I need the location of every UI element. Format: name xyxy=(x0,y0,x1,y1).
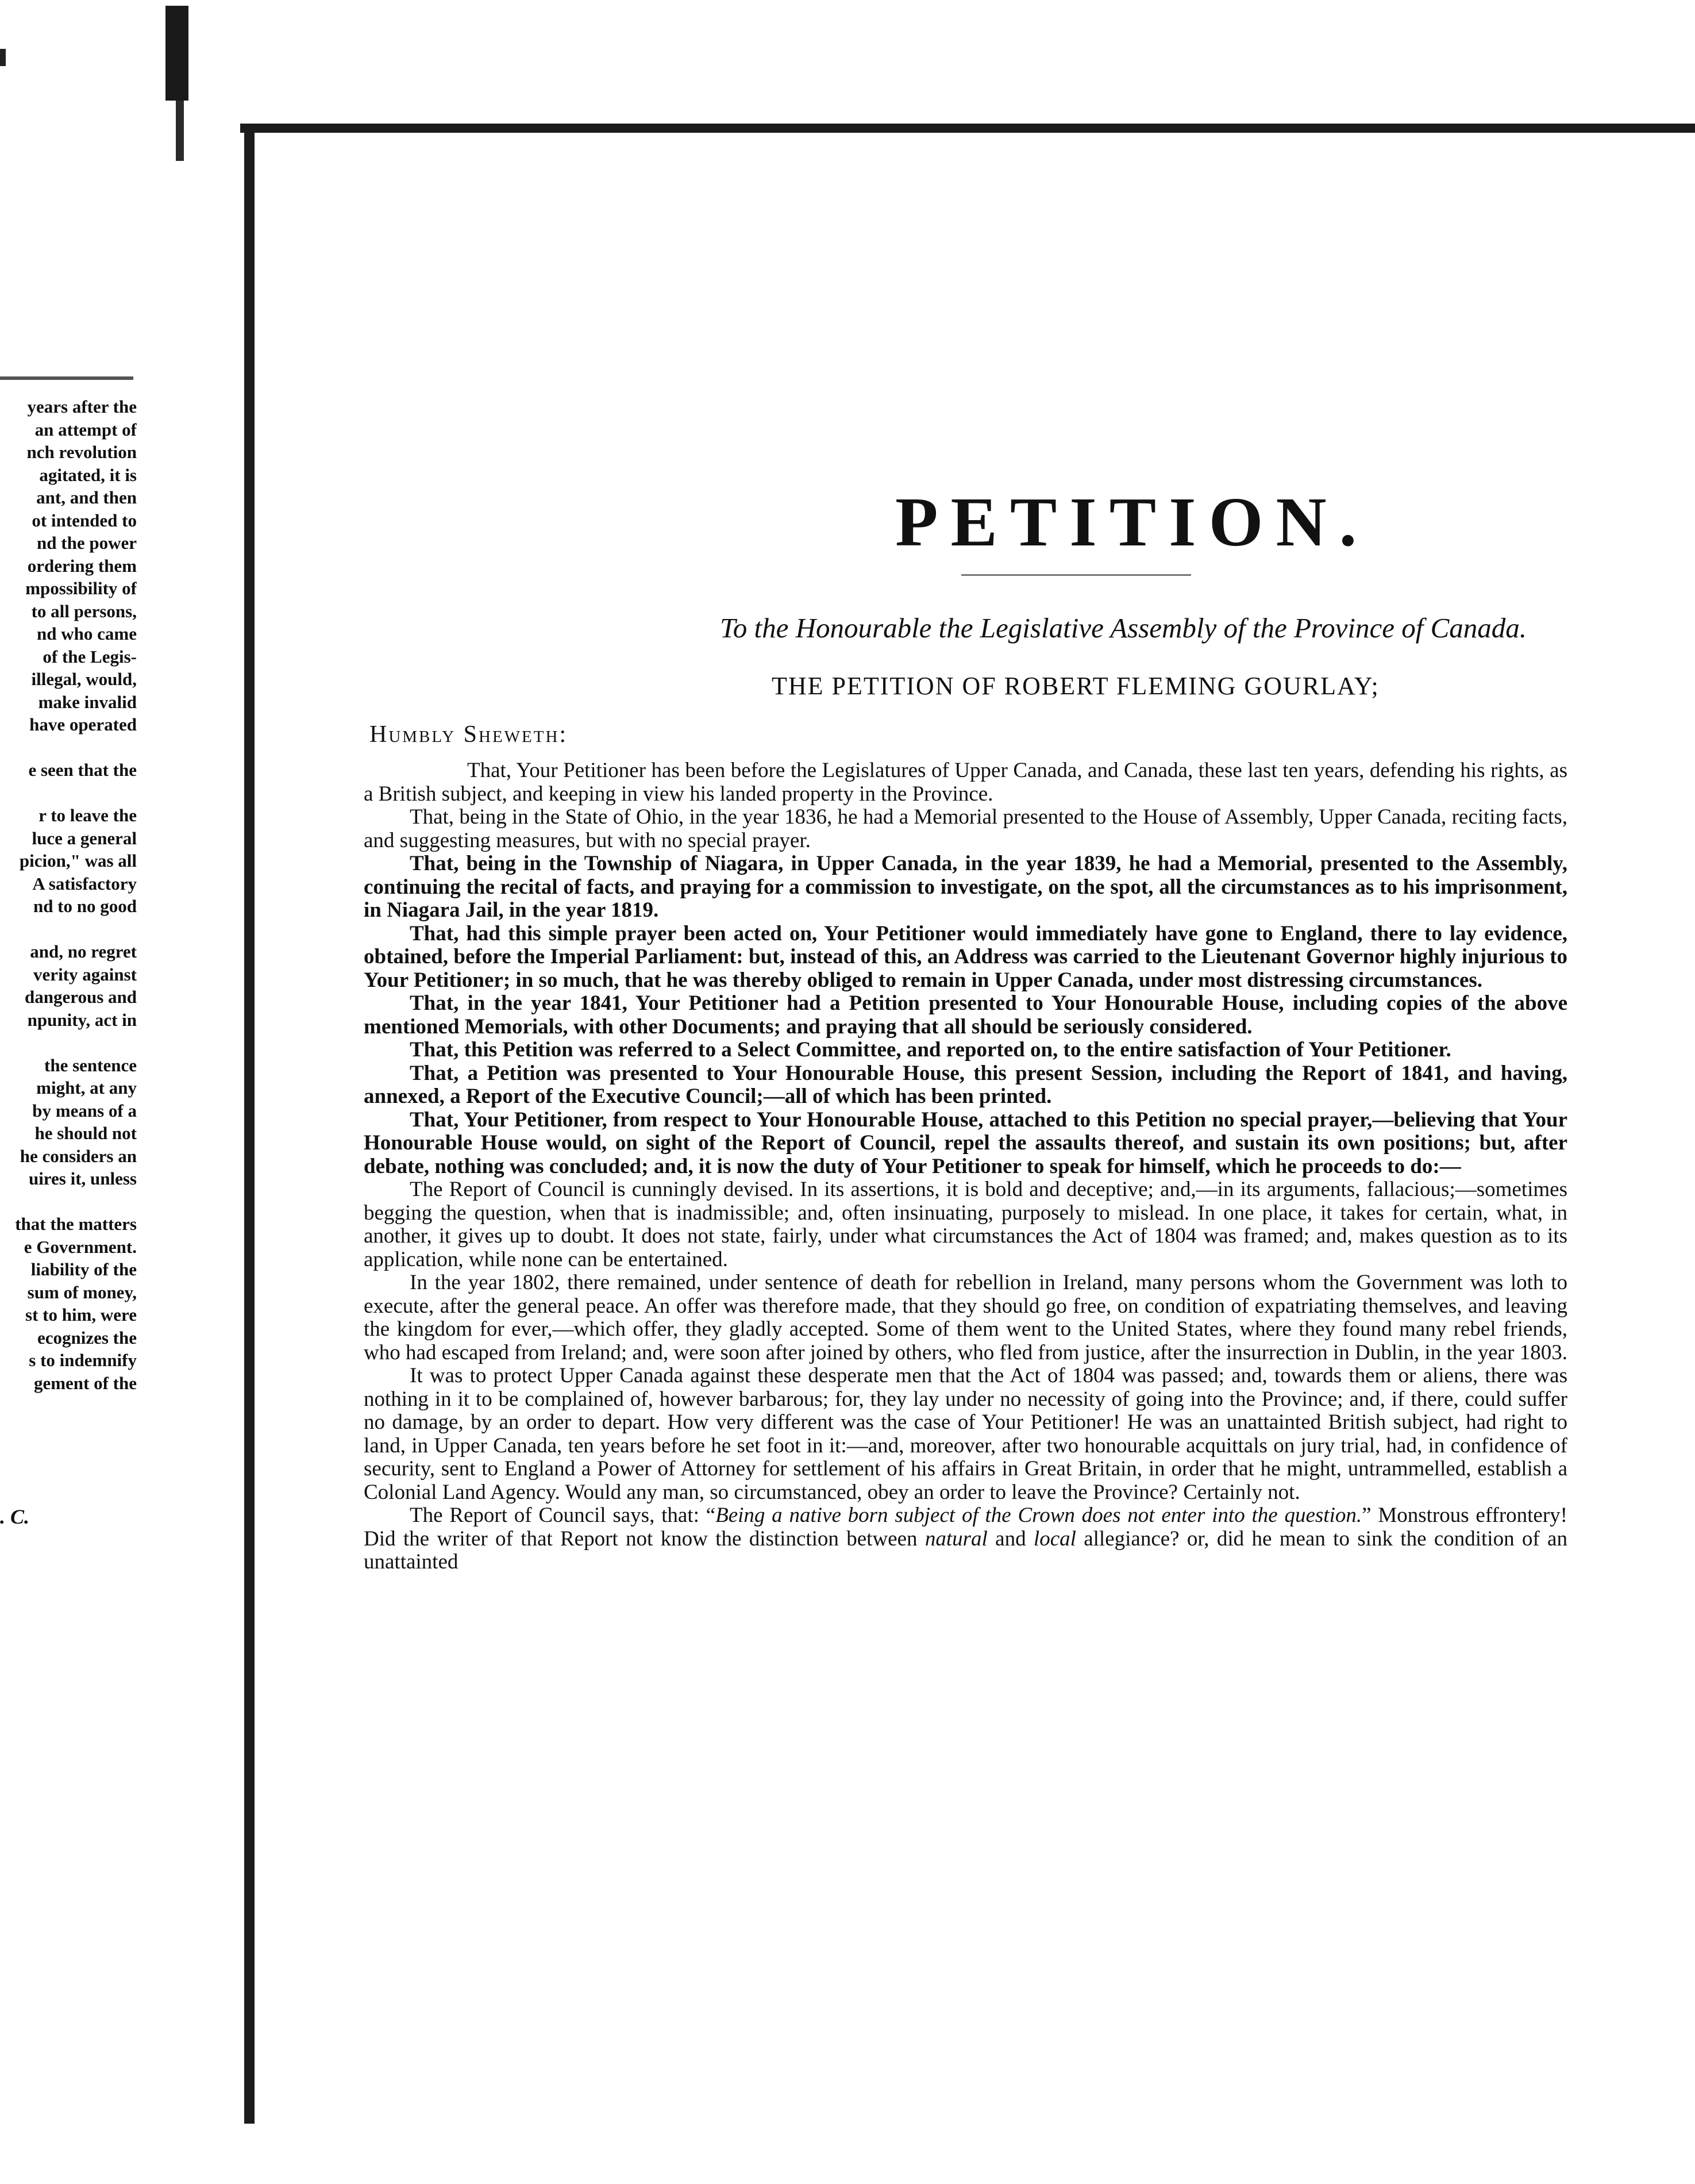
facing-page-line xyxy=(0,1190,137,1213)
facing-page-line: he considers an xyxy=(20,1145,137,1166)
paragraph: That, being in the State of Ohio, in the year 1836, he had a Memorial presented to the House of Assembly, Upper Canada, reciting facts, and suggesting measures, but with no special prayer. xyxy=(364,805,1567,852)
facing-page-line: liability of the xyxy=(30,1259,137,1279)
petition-heading: THE PETITION OF ROBERT FLEMING GOURLAY; xyxy=(772,672,1380,700)
paragraph-last xyxy=(364,1504,1567,1574)
facing-page-line: of the Legis- xyxy=(43,646,137,667)
opening-salutation: Humbly Sheweth: xyxy=(369,721,568,748)
facing-page-line: to all persons, xyxy=(31,601,137,621)
facing-page-line xyxy=(0,918,137,941)
facing-page-line: sum of money, xyxy=(27,1282,137,1302)
facing-page-line: picion," was all xyxy=(19,851,137,871)
facing-page-line xyxy=(0,736,137,759)
facing-page-line: that the matters xyxy=(15,1214,137,1234)
facing-page-line: nd to no good xyxy=(33,896,137,916)
paragraph: That, had this simple prayer been acted on, Your Petitioner would immediately have gone to England, there to lay evidence, obtained, before the Imperial Parliament: but, instead of this, an Address was carried to the Lieutenant Governor highly injurious to Your Petitioner; in so much, that he was thereby obliged to remain in Upper Canada, under most distressing circumstances. xyxy=(364,921,1567,992)
facing-page-line: e seen that the xyxy=(28,760,137,780)
text-run: and xyxy=(987,1527,1034,1551)
paragraph: That, Your Petitioner, from respect to Your Honourable House, attached to this Petition no special prayer,—believing that Your Honourable House would, on sight of the Report of Council, repel the assaults thereof, and sustain its own positions; but, after debate, nothing was concluded; and, it is now the duty of Your Petitioner to speak for himself, which he proceeds to do:— xyxy=(364,1108,1567,1178)
emphasis: local xyxy=(1033,1527,1076,1551)
page-border-top xyxy=(240,124,1695,133)
page-title: PETITION. xyxy=(895,483,1370,561)
paragraph: That, Your Petitioner has been before the Legislatures of Upper Canada, and Canada, these last ten years, defending his rights, as a British subject, and keeping in view his landed property in the Province. xyxy=(364,759,1567,806)
facing-page-line: have operated xyxy=(29,714,137,735)
facing-page-line: nch revolution xyxy=(26,442,137,462)
facing-page-line: ordering them xyxy=(27,555,137,576)
title-divider xyxy=(961,574,1191,576)
paragraph: That, this Petition was referred to a Select Committee, and reported on, to the entire satisfaction of Your Petitioner. xyxy=(410,1038,1451,1062)
facing-page-line: agitated, it is xyxy=(39,464,137,485)
paragraph: The Report of Council is cunningly devised. In its assertions, it is bold and deceptive; and,—in its arguments, fallacious;—sometimes begging the question, when that is inadmissible; and, often insinuating, purposely to mislead. In one place, it takes for certain, what, in another, it gives up to doubt. It does not state, fairly, under what circumstances the Act of 1804 was framed; and, makes question as to its application, while none can be entertained. xyxy=(364,1178,1567,1271)
text-run: allegiance? or, did he mean to sink the condition of an unattainted xyxy=(364,1527,1567,1574)
facing-page-edge xyxy=(0,0,230,2184)
ink-blot xyxy=(0,49,6,66)
paragraph: It was to protect Upper Canada against these desperate men that the Act of 1804 was passed; and, towards them or aliens, there was nothing in it to be complained of, however barbarous; for, they lay under no necessity of going into the Province; and, if there, could suffer no damage, by an order to depart. How very different was the case of Your Petitioner! He was an unattainted British subject, had right to land, in Upper Canada, ten years before he set foot in it:—and, moreover, after two honourable acquittals on jury trial, had, in confidence of security, sent to England a Power of Attorney for settlement of his affairs in Great Britain, in order that he might, untrammelled, establish a Colonial Land Agency. Would any man, so circumstanced, obey an order to leave the Province? Certainly not. xyxy=(364,1364,1567,1504)
facing-page-line: npunity, act in xyxy=(27,1009,137,1030)
facing-page-line: nd who came xyxy=(37,624,137,644)
paragraph: In the year 1802, there remained, under sentence of death for rebellion in Ireland, many persons whom the Government was loth to execute, after the general peace. An offer was therefore made, that they should go free, on condition of expatriating themselves, and leaving the kingdom for ever,—which offer, they gladly accepted. Some of them went to the United States, where they found many rebel friends, who had escaped from Ireland; and, were soon after joined by others, who fled from justice, after the insurrection in Dublin, in the year 1803. xyxy=(364,1271,1567,1364)
facing-page-line: mpossibility of xyxy=(25,578,137,598)
facing-page-line: years after the xyxy=(27,397,137,417)
facing-page-line: A satisfactory xyxy=(32,873,137,894)
facing-page-line: uires it, unless xyxy=(28,1168,137,1189)
paragraph: That, being in the Township of Niagara, in Upper Canada, in the year 1839, he had a Memorial, presented to the Assembly, continuing the recital of facts, and praying for a commission to investigate, on the spot, all the circumstances as to his imprisonment, in Niagara Jail, in the year 1819. xyxy=(364,852,1567,922)
facing-page-rule xyxy=(0,376,133,380)
petition-page xyxy=(255,133,1695,2184)
facing-page-line: he should not xyxy=(34,1123,137,1143)
emphasis: natural xyxy=(924,1527,988,1551)
facing-page-line: gement of the xyxy=(33,1372,137,1393)
facing-page-line: ot intended to xyxy=(32,510,137,530)
facing-page-line xyxy=(0,782,137,805)
facing-page-line: nd the power xyxy=(37,533,137,553)
quoted-text: Being a native born subject of the Crown does not enter into the question. xyxy=(715,1504,1362,1527)
facing-page-line: st to him, were xyxy=(25,1305,137,1325)
binding-shadow-lower xyxy=(176,101,184,161)
facing-page-line: luce a general xyxy=(32,828,137,848)
facing-page-line: verity against xyxy=(33,964,137,985)
page-border-left xyxy=(244,124,255,2124)
facing-page-line: an attempt of xyxy=(34,419,137,440)
facing-page-line: illegal, would, xyxy=(31,669,137,689)
facing-page-line: the sentence xyxy=(44,1055,137,1075)
facing-page-text xyxy=(0,395,137,1394)
facing-page-line: ecognizes the xyxy=(37,1327,137,1348)
facing-page-line: and, no regret xyxy=(30,941,137,962)
address-line: To the Honourable the Legislative Assembly of the Province of Canada. xyxy=(720,612,1527,644)
facing-page-line: e Government. xyxy=(24,1236,137,1257)
text-run: The Report of Council says, that: “ xyxy=(410,1504,716,1527)
facing-page-line: ant, and then xyxy=(36,487,137,507)
binding-shadow xyxy=(165,6,188,101)
facing-page-line: dangerous and xyxy=(25,987,137,1007)
facing-page-line: r to leave the xyxy=(38,805,137,825)
facing-page-signoff: . C. xyxy=(0,1505,30,1528)
paragraph: That, in the year 1841, Your Petitioner had a Petition presented to Your Honourable House, including copies of the above mentioned Memorials, with other Documents; and praying that all should be seriously considered. xyxy=(364,991,1567,1039)
facing-page-line: s to indemnify xyxy=(29,1350,137,1370)
petition-body xyxy=(364,759,1567,1574)
paragraph: That, a Petition was presented to Your Honourable House, this present Session, including the Report of 1841, and having, annexed, a Report of the Executive Council;—all of which has been printed. xyxy=(364,1061,1567,1108)
text-run: ” Monstrous effrontery! Did the writer of that Report not know the distinction between xyxy=(364,1504,1567,1551)
facing-page-line: make invalid xyxy=(38,691,137,712)
facing-page-line: by means of a xyxy=(32,1100,137,1121)
facing-page-line: might, at any xyxy=(36,1078,137,1098)
facing-page-line xyxy=(0,1031,137,1054)
